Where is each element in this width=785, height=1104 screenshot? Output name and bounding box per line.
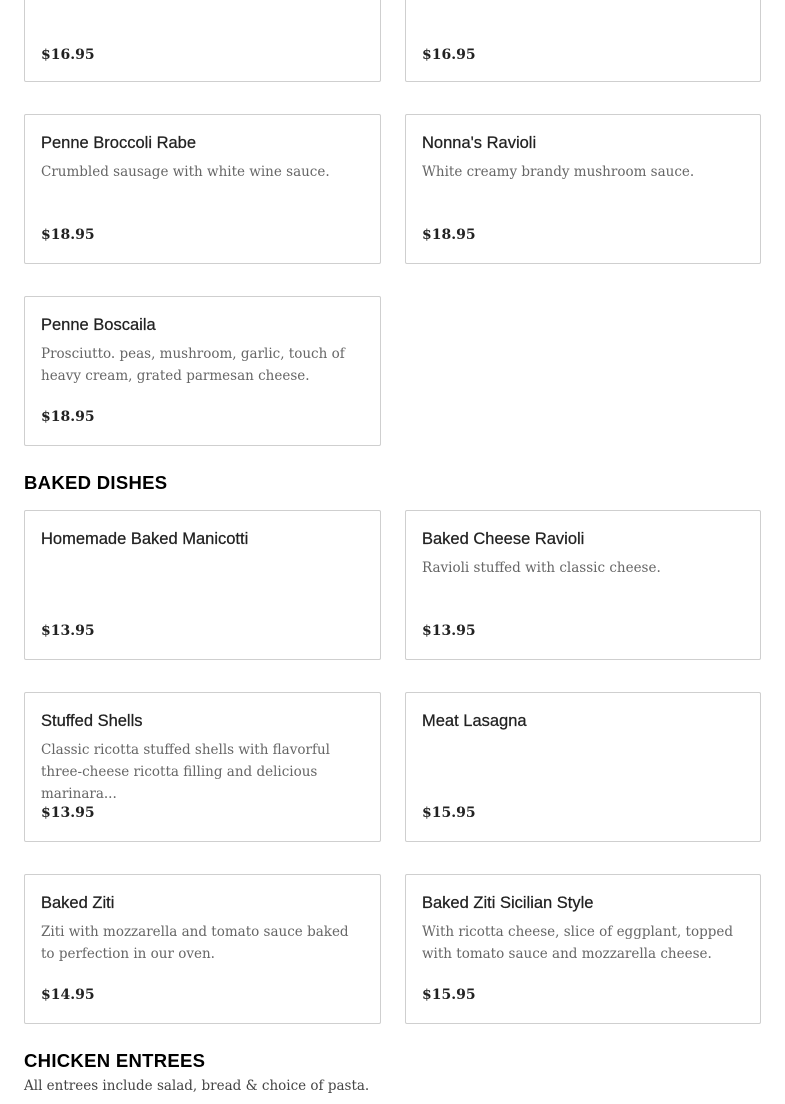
menu-item-price: $13.95 bbox=[41, 623, 95, 639]
menu-item-card[interactable] bbox=[24, 296, 381, 446]
menu-item-description: With ricotta cheese, slice of eggplant, topped with tomato sauce and mozzarella cheese. bbox=[422, 924, 734, 962]
menu-item-card[interactable] bbox=[24, 510, 381, 660]
section-note: All entrees include salad, bread & choice of pasta. bbox=[24, 1078, 370, 1094]
menu-item-name: Baked Cheese Ravioli bbox=[422, 530, 585, 548]
menu-item-price: $18.95 bbox=[41, 227, 95, 243]
menu-item-card[interactable] bbox=[405, 0, 761, 82]
menu-item-name: Penne Broccoli Rabe bbox=[41, 134, 197, 152]
menu-item-description: Prosciutto. peas, mushroom, garlic, touch of heavy cream, grated parmesan cheese. bbox=[41, 346, 345, 384]
menu-item-price: $13.95 bbox=[422, 623, 476, 639]
section-title-baked-dishes: BAKED DISHES bbox=[24, 472, 168, 493]
menu-item-name: Penne Boscaila bbox=[41, 316, 156, 334]
menu-item-price: $16.95 bbox=[422, 47, 476, 63]
menu-item-name: Baked Ziti Sicilian Style bbox=[422, 894, 594, 912]
menu-item-description: Crumbled sausage with white wine sauce. bbox=[41, 164, 330, 180]
menu-item-card[interactable] bbox=[24, 0, 381, 82]
menu-item-description: Ziti with mozzarella and tomato sauce baked to perfection in our oven. bbox=[41, 924, 349, 962]
menu-item-price: $15.95 bbox=[422, 805, 476, 821]
menu-item-price: $18.95 bbox=[41, 409, 95, 425]
menu-item-card[interactable] bbox=[405, 510, 761, 660]
menu-item-card[interactable] bbox=[24, 692, 381, 842]
menu-item-description: White creamy brandy mushroom sauce. bbox=[422, 164, 695, 180]
menu-item-card[interactable] bbox=[405, 874, 761, 1024]
menu-item-price: $18.95 bbox=[422, 227, 476, 243]
menu-item-price: $15.95 bbox=[422, 987, 476, 1003]
section-title-chicken-entrees: CHICKEN ENTREES bbox=[24, 1050, 206, 1071]
menu-item-description: Classic ricotta stuffed shells with flavorful three-cheese ricotta filling and delicious marinara... bbox=[41, 742, 330, 802]
menu-item-description: Ravioli stuffed with classic cheese. bbox=[422, 560, 661, 576]
menu-item-card[interactable] bbox=[405, 692, 761, 842]
menu-item-name: Baked Ziti bbox=[41, 894, 115, 912]
menu-item-name: Homemade Baked Manicotti bbox=[41, 530, 249, 548]
menu-item-name: Nonna's Ravioli bbox=[422, 134, 537, 152]
menu-item-price: $13.95 bbox=[41, 805, 95, 821]
menu-item-price: $16.95 bbox=[41, 47, 95, 63]
menu-item-price: $14.95 bbox=[41, 987, 95, 1003]
menu-item-name: Meat Lasagna bbox=[422, 712, 527, 730]
menu-item-card[interactable] bbox=[24, 114, 381, 264]
menu-item-card[interactable] bbox=[24, 874, 381, 1024]
menu-item-name: Stuffed Shells bbox=[41, 712, 143, 730]
menu-item-card[interactable] bbox=[405, 114, 761, 264]
